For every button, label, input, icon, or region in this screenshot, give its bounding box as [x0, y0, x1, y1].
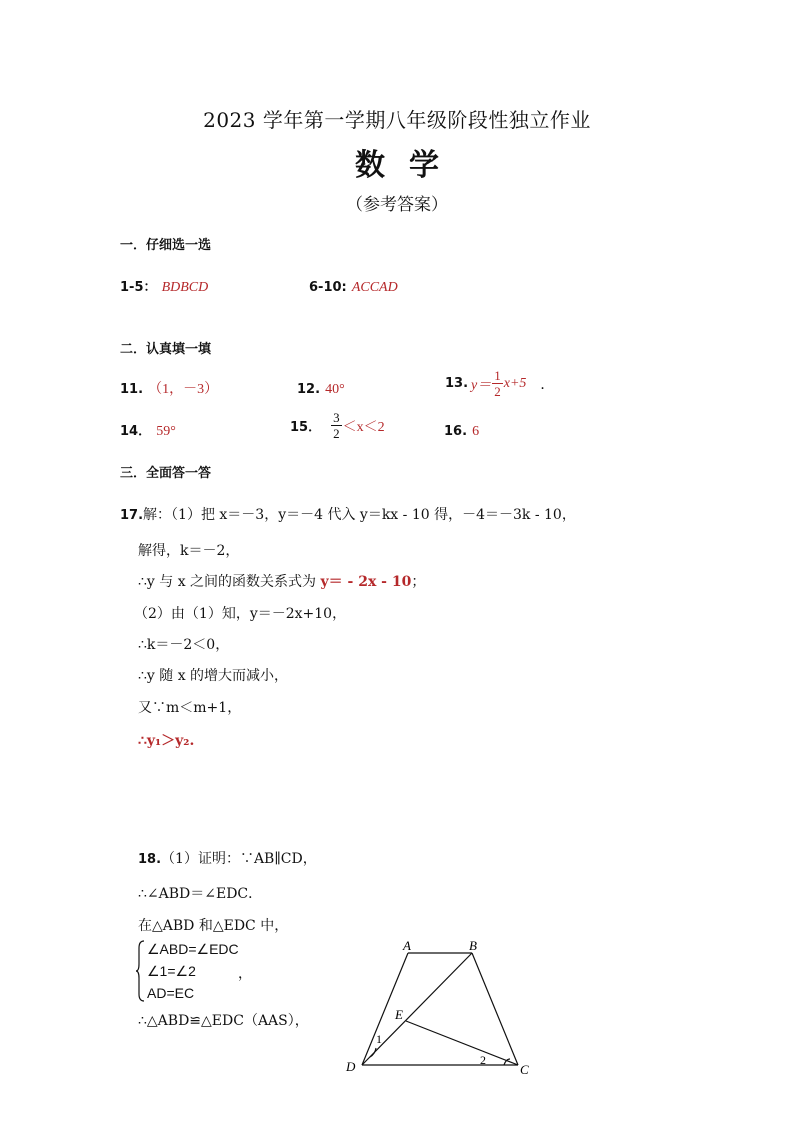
brace-line-1: ∠ABD=∠EDC [147, 941, 239, 957]
q12-label: 12. [297, 382, 321, 397]
label-d: D [346, 1059, 356, 1074]
q13-fraction-den: 2 [494, 384, 501, 399]
q11 [120, 378, 218, 398]
segment-bc [472, 953, 518, 1065]
q17-line4: （2）由（1）知，y＝－2x+10， [134, 606, 347, 622]
q13-fraction [492, 368, 503, 399]
q18-line2: ∴∠ABD＝∠EDC． [138, 886, 263, 902]
q13-label: 13. [445, 376, 469, 391]
q13-suffix: x+5 [503, 375, 527, 391]
q14-value: 59° [156, 424, 176, 439]
section3-heading: 三．全面答一答 [120, 466, 212, 481]
q17-line5: ∴k＝－2＜0， [138, 637, 230, 653]
label-c: C [520, 1062, 529, 1077]
label-e: E [395, 1007, 403, 1022]
q15-suffix: ＜x＜2 [342, 419, 385, 435]
label-a: A [403, 938, 411, 953]
q18-line4: ∴△ABD≌△EDC（AAS）， [138, 1013, 309, 1029]
segment-ec [406, 1021, 518, 1065]
q18-line3: 在△ABD 和△EDC 中， [138, 918, 289, 934]
label-angle-1: 1 [376, 1032, 382, 1046]
label-b: B [469, 938, 477, 953]
q17-line3 [138, 571, 425, 591]
q17-line6: ∴y 随 x 的增大而减小， [138, 668, 289, 684]
q16 [444, 420, 479, 440]
q14 [120, 420, 176, 440]
answer-key-label: （参考答案） [346, 195, 448, 215]
brace-line-3: AD=EC [147, 985, 195, 1001]
q17-text-3a: ∴y 与 x 之间的函数关系式为 [138, 574, 321, 590]
q15 [290, 410, 385, 441]
section1-heading: 一．仔细选一选 [120, 238, 212, 253]
label-angle-2: 2 [480, 1053, 486, 1067]
q13-end: ． [540, 377, 555, 393]
q1-5-label: 1-5： [120, 280, 157, 295]
answer-row-6-10 [309, 276, 398, 296]
subject-title: 数学 [355, 148, 463, 183]
section2-heading: 二．认真填一填 [120, 342, 212, 357]
answer-row-1-5 [120, 276, 208, 296]
q17-label: 17. [120, 508, 144, 523]
q17-conclusion: ∴y₁＞y₂. [138, 733, 195, 749]
left-brace [136, 940, 146, 1002]
q16-label: 16. [444, 424, 468, 439]
brace-line-2: ∠1=∠2 [147, 963, 196, 979]
q6-10-value: ACCAD [351, 280, 398, 295]
q14-label: 14． [120, 424, 152, 439]
q18-label: 18. [138, 852, 162, 867]
q15-fraction-num: 3 [333, 410, 340, 425]
q18-text-1: （1）证明：∵AB∥CD， [161, 851, 317, 867]
q1-5-value: BDBCD [161, 280, 209, 295]
q11-value: （1，－3） [148, 382, 219, 397]
q13 [445, 368, 554, 399]
brace-comma: ， [238, 965, 252, 981]
q16-value: 6 [472, 424, 480, 439]
q17-line7: 又∵m＜m+1， [138, 700, 242, 716]
q15-fraction [331, 410, 342, 441]
doc-title: 2023 学年第一学期八年级阶段性独立作业 [203, 108, 591, 132]
q12-value: 40° [325, 382, 345, 397]
q11-label: 11. [120, 382, 144, 397]
q17-text-1: 解：（1）把 x＝－3，y＝－4 代入 y＝kx - 10 得，－4＝－3k - 10， [143, 507, 576, 523]
q17-function-result: y＝ - 2x - 10 [320, 574, 412, 590]
q18-line1 [138, 848, 317, 868]
geometry-figure [340, 935, 540, 1085]
q12 [297, 378, 345, 398]
q17-line1 [120, 504, 576, 524]
q15-label: 15． [290, 420, 322, 435]
q13-prefix: y＝ [471, 377, 492, 393]
q17-line2: 解得，k＝－2， [138, 543, 240, 559]
segment-bd [362, 953, 472, 1065]
q15-fraction-den: 2 [333, 426, 340, 441]
q17-text-3c: ； [411, 574, 426, 590]
q6-10-label: 6-10: [309, 280, 347, 295]
q13-fraction-num: 1 [494, 368, 501, 383]
